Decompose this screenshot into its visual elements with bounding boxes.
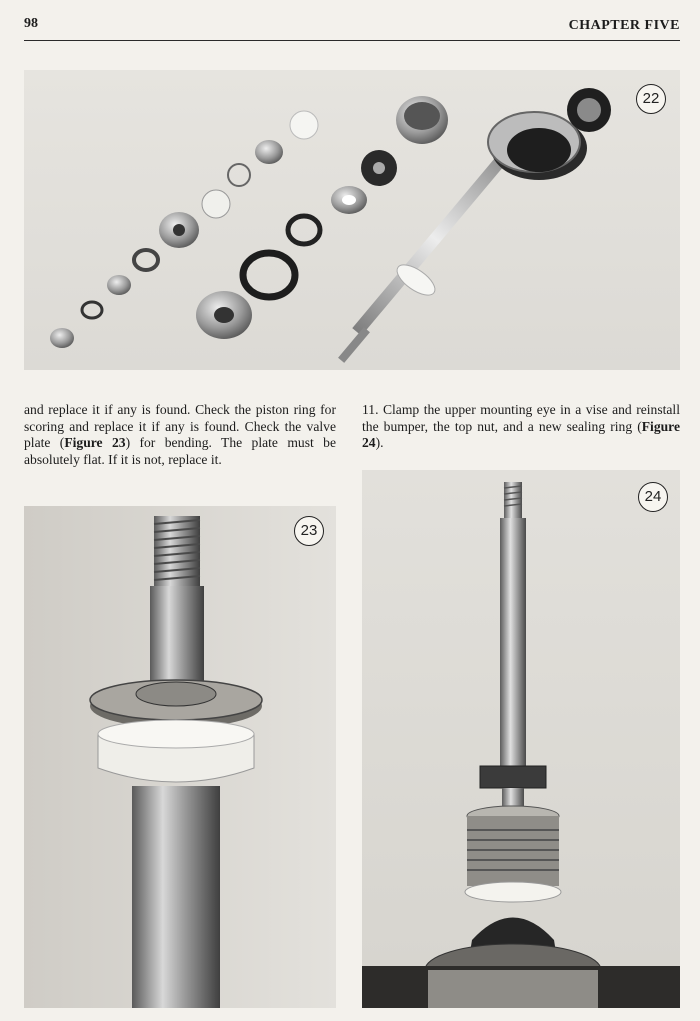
- figure-23-photo: [24, 506, 336, 1008]
- right-paragraph-text-1: 11. Clamp the upper mounting eye in a vise and reinstall the bumper, the top nut, and a new sealing ring (: [362, 402, 680, 434]
- left-paragraph-text-2: ) for bending. The plate must be absolutely flat. If it is not, replace it.: [24, 435, 336, 467]
- figure-22-label: 22: [636, 84, 666, 114]
- right-paragraph: [362, 402, 680, 452]
- figure-24-photo: [362, 470, 680, 1008]
- figure-23-reference: Figure 23: [64, 435, 126, 451]
- figure-23-label: 23: [294, 516, 324, 546]
- figure-22-photo: [24, 70, 680, 370]
- left-paragraph: [24, 402, 336, 468]
- left-paragraph-text-1: and replace it if any is found. Check the piston ring for scoring and replace it if any is found. Check the valve plate (: [24, 402, 336, 451]
- right-paragraph-text-2: ).: [375, 435, 384, 451]
- page-header: [24, 14, 680, 41]
- figure-24-label: 24: [638, 482, 668, 512]
- figure-24-reference: Figure 24: [362, 418, 680, 451]
- page-number: 98: [24, 16, 38, 31]
- chapter-title: CHAPTER FIVE: [568, 18, 680, 33]
